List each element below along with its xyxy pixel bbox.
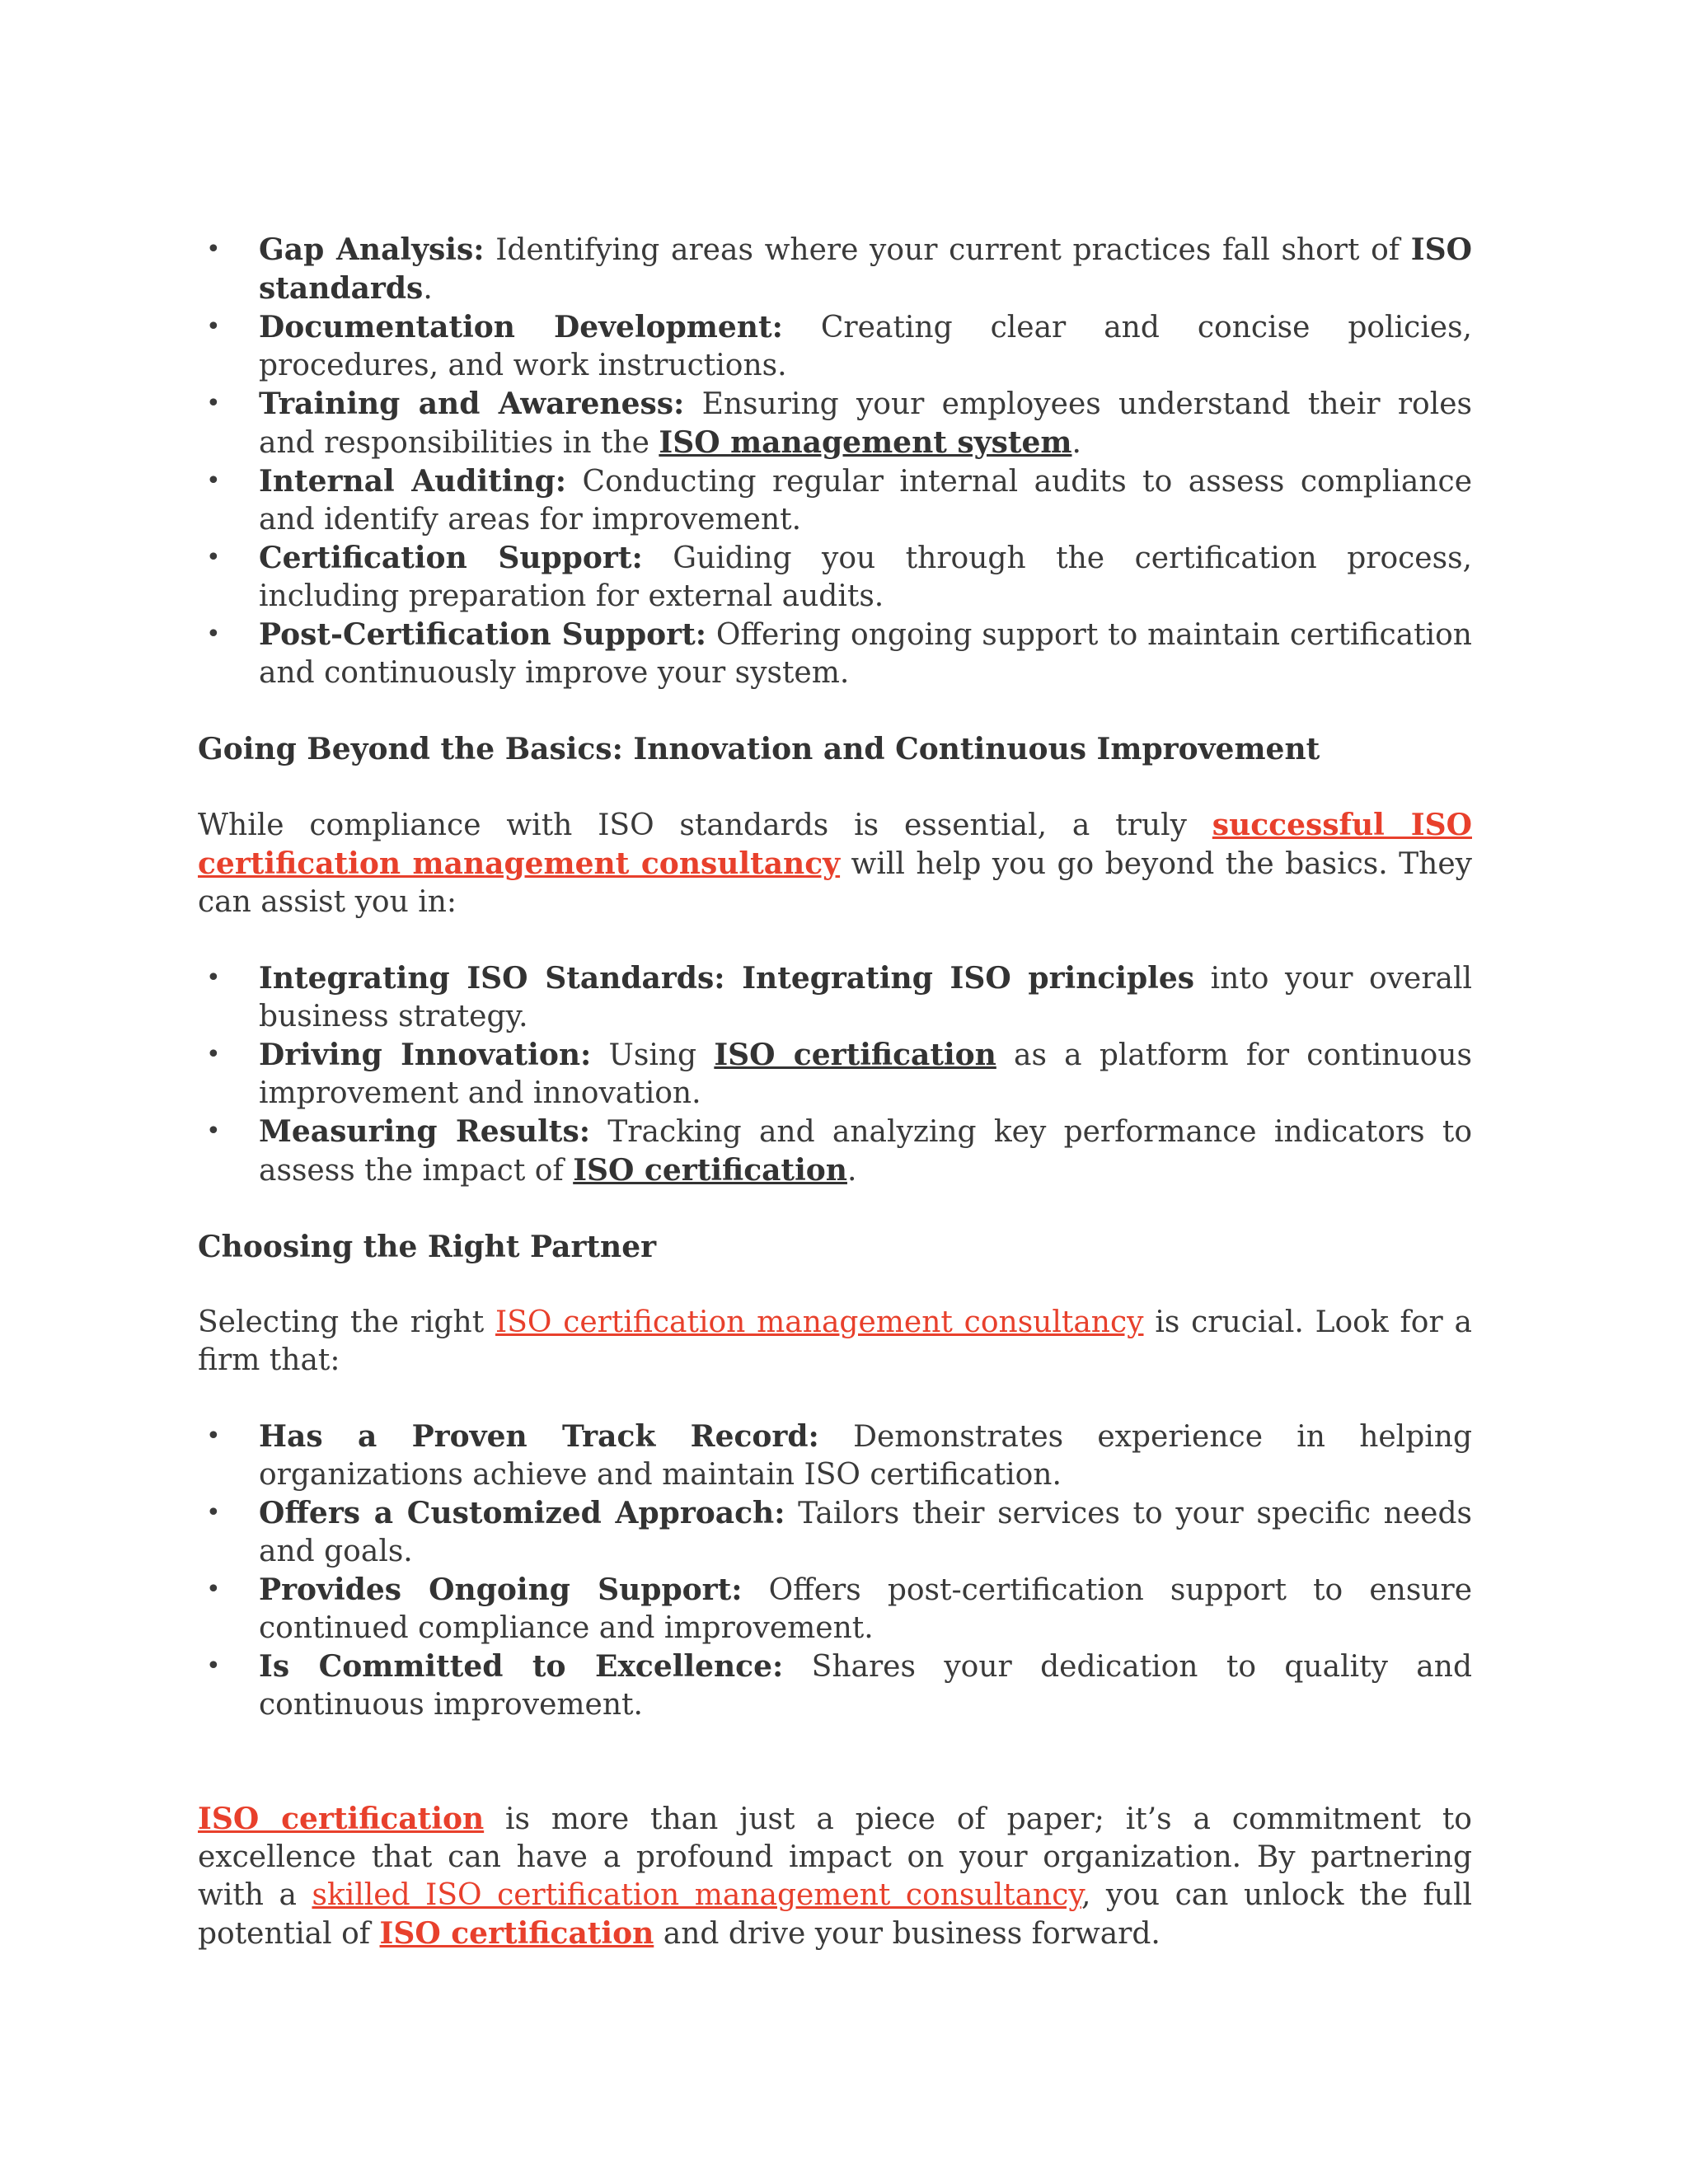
item-strong: Integrating ISO principles bbox=[724, 961, 1195, 996]
list-item bbox=[198, 385, 1472, 462]
list-item bbox=[198, 231, 1472, 308]
list-item bbox=[198, 1036, 1472, 1113]
para-text: is crucial. Look for a firm that: bbox=[198, 1305, 1472, 1377]
item-label: Training and Awareness: bbox=[259, 387, 685, 421]
para-text: is more than just a piece of paper; it’s a commitment to excellence that can have a profound impact on your organization. By partnering with a bbox=[198, 1802, 1472, 1912]
iso-certification-link[interactable]: ISO certification bbox=[198, 1802, 485, 1836]
bullet-icon: • bbox=[206, 1498, 221, 1527]
bullet-icon: • bbox=[206, 1575, 221, 1604]
item-text: Identifying areas where your current practices fall short of bbox=[484, 233, 1411, 267]
item-text: into your overall business strategy. bbox=[259, 962, 1473, 1033]
para-text: will help you go beyond the basics. They can assist you in: bbox=[198, 847, 1472, 919]
list-item bbox=[198, 1113, 1472, 1190]
bullet-icon: • bbox=[206, 235, 221, 264]
intro-paragraph bbox=[198, 806, 1472, 921]
para-text: and drive your business forward. bbox=[654, 1917, 1160, 1951]
iso-certification-link[interactable]: ISO certification bbox=[714, 1038, 996, 1072]
bullet-icon: • bbox=[206, 389, 221, 418]
services-list bbox=[198, 231, 1472, 692]
section-heading: Choosing the Right Partner bbox=[198, 1230, 657, 1264]
item-label: Is Committed to Excellence: bbox=[259, 1649, 784, 1684]
spacer bbox=[198, 1190, 1472, 1228]
skilled-consultancy-link[interactable]: skilled ISO certification management consultancy bbox=[312, 1878, 1081, 1912]
bullet-icon: • bbox=[206, 466, 221, 495]
partner-criteria-list bbox=[198, 1418, 1472, 1724]
choosing-paragraph bbox=[198, 1304, 1472, 1380]
item-label: Certification Support: bbox=[259, 541, 643, 575]
bullet-icon: • bbox=[206, 620, 221, 649]
item-text: Guiding you through the certification process, including preparation for external audits. bbox=[259, 541, 1473, 613]
item-label: Has a Proven Track Record: bbox=[259, 1419, 819, 1454]
bullet-icon: • bbox=[206, 1040, 221, 1069]
list-item bbox=[198, 616, 1472, 692]
item-label: Gap Analysis: bbox=[259, 232, 485, 267]
bullet-icon: • bbox=[206, 1422, 221, 1451]
item-text: Offers post-certification support to ensure continued compliance and improvement. bbox=[259, 1573, 1473, 1645]
list-item bbox=[198, 462, 1472, 539]
spacer bbox=[198, 921, 1472, 959]
item-text: Tailors their services to your specific needs and goals. bbox=[259, 1497, 1472, 1568]
bullet-icon: • bbox=[206, 312, 221, 341]
item-strong: ISO standards bbox=[259, 232, 1472, 306]
successful-consultancy-link[interactable]: successful ISO certification management consultancy bbox=[198, 808, 1472, 881]
list-item bbox=[198, 1571, 1472, 1647]
item-label: Driving Innovation: bbox=[259, 1038, 592, 1072]
item-label: Post-Certification Support: bbox=[259, 617, 707, 652]
item-label: Internal Auditing: bbox=[259, 464, 567, 499]
item-tail: . bbox=[423, 272, 433, 306]
item-text: Using bbox=[591, 1038, 715, 1072]
spacer bbox=[198, 1724, 1472, 1800]
bullet-icon: • bbox=[206, 1117, 221, 1146]
item-tail: as a platform for continuous improvement and innovation. bbox=[259, 1038, 1472, 1110]
list-item bbox=[198, 1494, 1472, 1571]
list-item bbox=[198, 959, 1472, 1036]
spacer bbox=[198, 1266, 1472, 1304]
para-text: , you can unlock the full potential of bbox=[198, 1878, 1472, 1951]
consultancy-link[interactable]: ISO certification management consultancy bbox=[495, 1305, 1144, 1339]
spacer bbox=[198, 692, 1472, 730]
item-label: Provides Ongoing Support: bbox=[259, 1572, 743, 1607]
beyond-basics-list bbox=[198, 959, 1472, 1190]
conclusion-paragraph bbox=[198, 1800, 1472, 1953]
iso-certification-link[interactable]: ISO certification bbox=[379, 1916, 654, 1951]
para-text: Selecting the right bbox=[198, 1305, 495, 1339]
item-text: Demonstrates experience in helping organizations achieve and maintain ISO certification. bbox=[259, 1420, 1472, 1492]
spacer bbox=[198, 1380, 1472, 1418]
item-text: Creating clear and concise policies, procedures, and work instructions. bbox=[259, 311, 1472, 382]
item-text: Tracking and analyzing key performance indicators to assess the impact of bbox=[259, 1115, 1472, 1188]
item-tail: . bbox=[846, 1154, 857, 1188]
item-label: Integrating ISO Standards: bbox=[259, 961, 725, 996]
list-item bbox=[198, 1647, 1472, 1724]
list-item bbox=[198, 539, 1472, 616]
para-text: While compliance with ISO standards is essential, a truly bbox=[198, 808, 1212, 842]
item-tail: . bbox=[1071, 426, 1081, 460]
document-page bbox=[198, 231, 1472, 1953]
section-heading: Going Beyond the Basics: Innovation and Continuous Improvement bbox=[198, 732, 1320, 766]
iso-management-system-link[interactable]: ISO management system bbox=[659, 425, 1072, 460]
spacer bbox=[198, 768, 1472, 806]
bullet-icon: • bbox=[206, 963, 221, 992]
iso-certification-link[interactable]: ISO certification bbox=[573, 1153, 847, 1188]
item-label: Documentation Development: bbox=[259, 310, 783, 344]
item-label: Measuring Results: bbox=[259, 1114, 590, 1149]
item-label: Offers a Customized Approach: bbox=[259, 1496, 785, 1530]
item-text: Conducting regular internal audits to assess compliance and identify areas for improvement. bbox=[259, 465, 1472, 537]
list-item bbox=[198, 308, 1472, 385]
item-text: Offering ongoing support to maintain certification and continuously improve your system. bbox=[259, 618, 1472, 690]
bullet-icon: • bbox=[206, 543, 221, 572]
list-item bbox=[198, 1418, 1472, 1494]
bullet-icon: • bbox=[206, 1652, 221, 1680]
item-text: Shares your dedication to quality and continuous improvement. bbox=[259, 1650, 1472, 1722]
item-text: Ensuring your employees understand their roles and responsibilities in the bbox=[259, 387, 1472, 460]
